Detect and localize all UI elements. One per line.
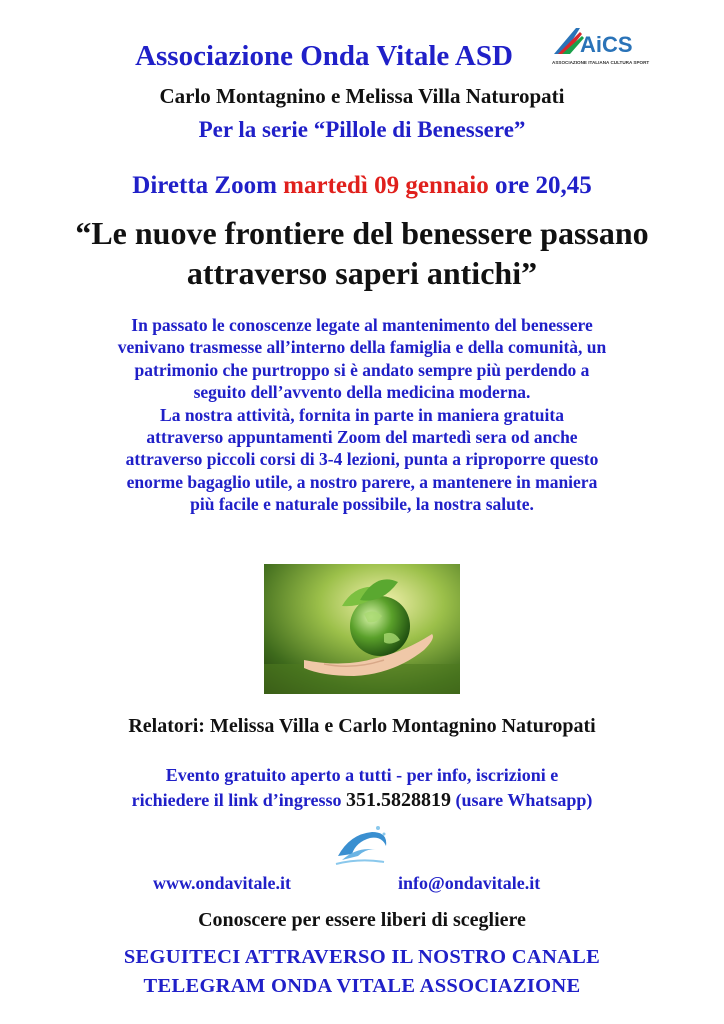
telegram-line-2: TELEGRAM ONDA VITALE ASSOCIAZIONE: [143, 975, 581, 997]
aics-logo-icon: [550, 24, 650, 68]
info-suffix: (usare Whatsapp): [450, 790, 593, 810]
globe-in-hand-icon: [264, 564, 460, 694]
event-date: martedì 09 gennaio: [283, 172, 489, 199]
description-line: patrimonio che purtroppo si è andato sempre più perdendo a: [134, 359, 590, 380]
headline-line-2: attraverso saperi antichi”: [186, 255, 538, 291]
description: [50, 314, 674, 516]
email-link[interactable]: info@ondavitale.it: [398, 873, 541, 893]
naturopaths-subtitle: Carlo Montagnino e Melissa Villa Naturopati: [159, 84, 565, 108]
info-line-2: [0, 789, 724, 812]
series-title: Per la serie “Pillole di Benessere”: [198, 117, 526, 142]
description-line: più facile e naturale possibile, la nostra salute.: [190, 494, 534, 515]
description-line: attraverso appuntamenti Zoom del martedì sera od anche: [146, 427, 578, 448]
description-line: In passato le conoscenze legate al mantenimento del benessere: [131, 315, 593, 335]
event-datetime: [0, 172, 724, 200]
headline: [0, 213, 724, 293]
info-prefix: richiedere il link d’ingresso: [131, 790, 346, 810]
phone-number[interactable]: 351.5828819: [345, 789, 451, 811]
info-line-1: Evento gratuito aperto a tutti - per info, iscrizioni e: [165, 765, 559, 785]
description-line: seguito dell’avvento della medicina moderna.: [193, 382, 531, 403]
association-title: Associazione Onda Vitale ASD: [135, 40, 513, 72]
description-line: La nostra attività, fornita in parte in maniera gratuita: [160, 404, 564, 425]
telegram-line-1: SEGUITECI ATTRAVERSO IL NOSTRO CANALE: [123, 946, 601, 968]
description-line: enorme bagaglio utile, a nostro parere, a mantenere in maniera: [126, 471, 598, 492]
motto: Conoscere per essere liberi di scegliere: [198, 909, 526, 931]
svg-text:ASSOCIAZIONE ITALIANA CULTURA: ASSOCIAZIONE ITALIANA CULTURA SPORT: [552, 60, 650, 65]
website-link[interactable]: www.ondavitale.it: [153, 873, 292, 893]
event-time: ore 20,45: [488, 172, 592, 199]
description-line: venivano trasmesse all’interno della famiglia e della comunità, un: [117, 337, 607, 358]
wave-logo-icon: [332, 820, 392, 870]
svg-text:AiCS: AiCS: [580, 32, 633, 57]
speakers: Relatori: Melissa Villa e Carlo Montagnino Naturopati: [128, 715, 596, 737]
headline-line-1: “Le nuove frontiere del benessere passano: [75, 215, 649, 251]
description-line: attraverso piccoli corsi di 3-4 lezioni, punta a riproporre questo: [125, 449, 599, 470]
event-prefix: Diretta Zoom: [132, 172, 284, 199]
